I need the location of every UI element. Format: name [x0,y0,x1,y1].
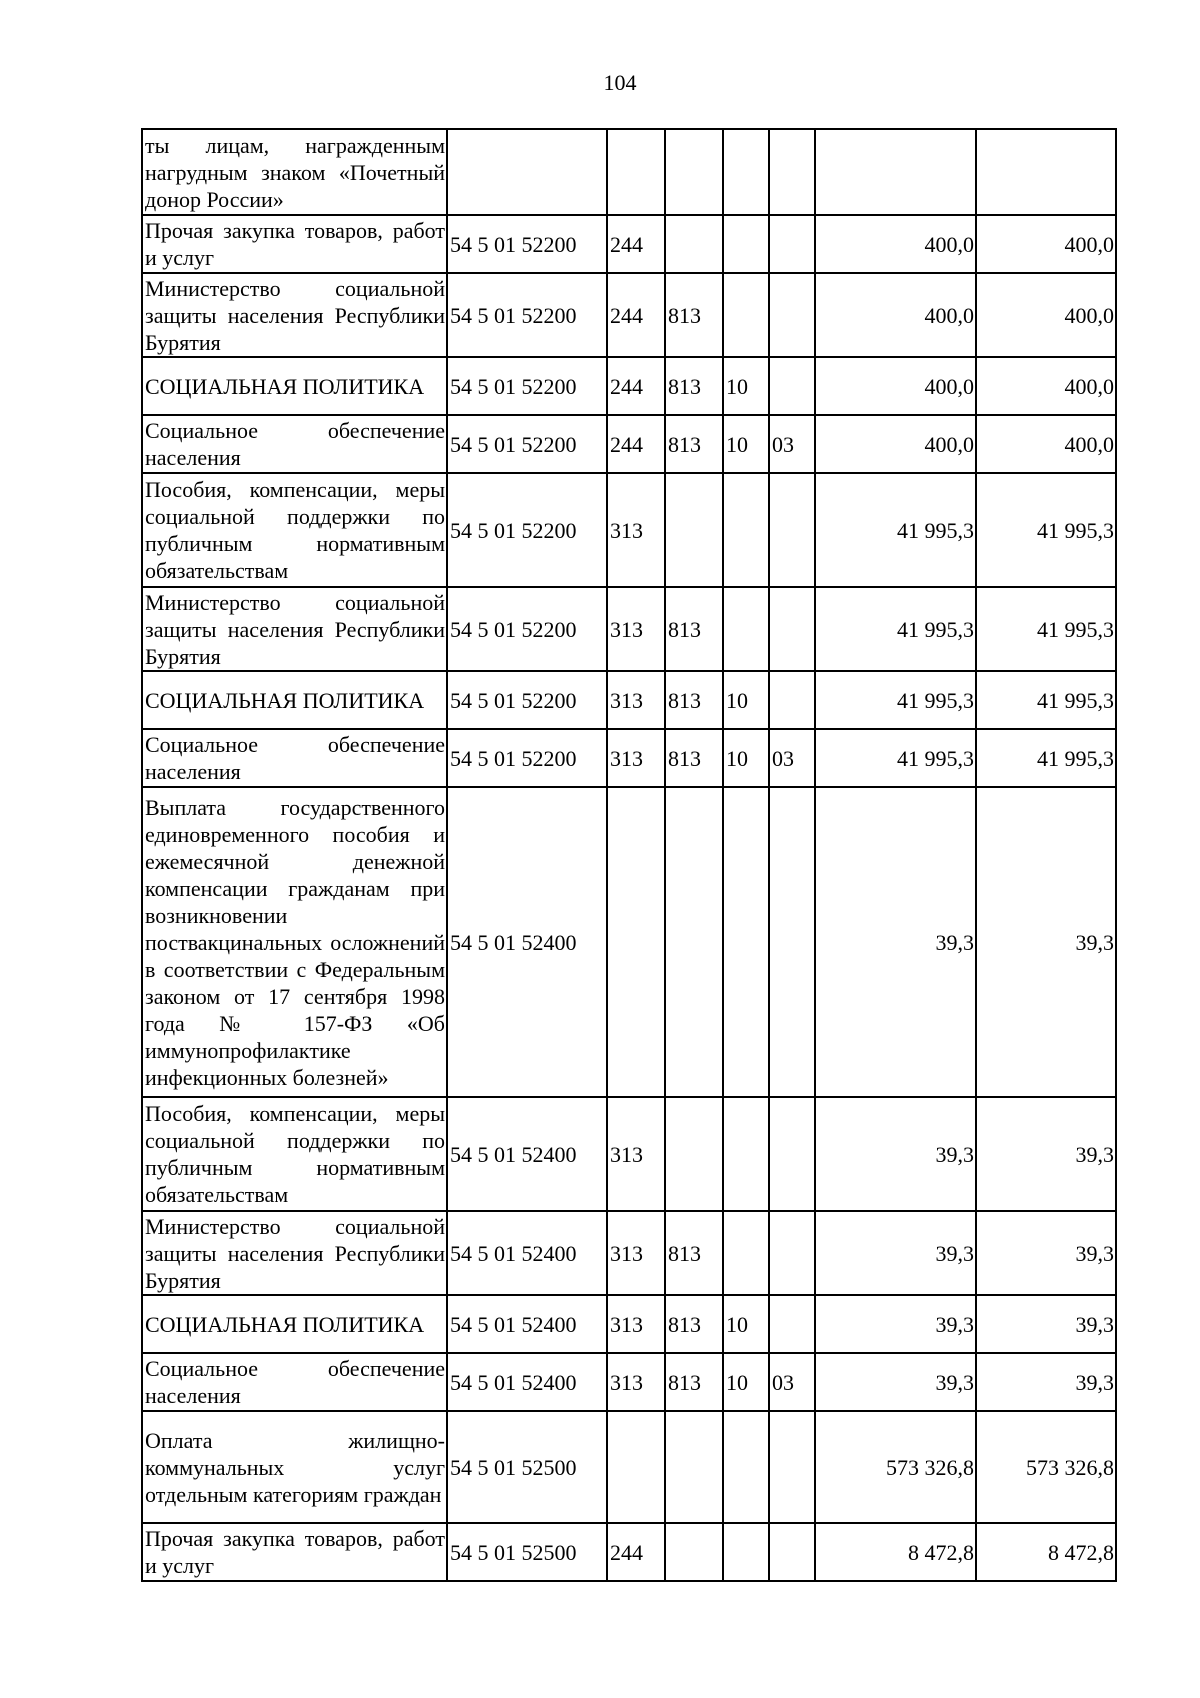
target-code: 54 5 01 52400 [447,1353,607,1411]
department-code: 813 [665,415,723,473]
row-name: Выплата государственного единовременного пособия и ежемесячной денежной компенсации гражданам при возникновении поствакцинальных осложнений в соответствии с Федеральным законом от 17 сентября 1998 года № 157-ФЗ «Об иммунопрофилактике инфекционных болезней» [142,787,447,1097]
department-code [665,1523,723,1581]
amount-year-1: 39,3 [815,1353,976,1411]
expense-type: 313 [607,473,665,587]
page-number: 104 [603,70,637,95]
expense-type: 244 [607,357,665,415]
row-name: СОЦИАЛЬНАЯ ПОЛИТИКА [142,357,447,415]
amount-year-2: 39,3 [976,1295,1116,1353]
expense-type [607,1411,665,1523]
department-code: 813 [665,1211,723,1295]
amount-year-2: 39,3 [976,787,1116,1097]
subsection-code [769,129,815,215]
row-name: СОЦИАЛЬНАЯ ПОЛИТИКА [142,671,447,729]
expense-type: 313 [607,671,665,729]
target-code: 54 5 01 52500 [447,1523,607,1581]
section-code: 10 [723,1295,769,1353]
section-code [723,1411,769,1523]
subsection-code [769,1295,815,1353]
amount-year-2: 39,3 [976,1097,1116,1211]
row-name: Социальное обеспечение населения [142,1353,447,1411]
amount-year-2: 400,0 [976,415,1116,473]
subsection-code [769,787,815,1097]
department-code [665,787,723,1097]
department-code [665,1411,723,1523]
table-row [142,473,1116,587]
section-code [723,1523,769,1581]
amount-year-2: 41 995,3 [976,671,1116,729]
section-code [723,473,769,587]
amount-year-1: 39,3 [815,787,976,1097]
amount-year-2: 573 326,8 [976,1411,1116,1523]
expense-type: 313 [607,587,665,671]
table-body [142,129,1116,1581]
amount-year-2: 400,0 [976,357,1116,415]
row-name: Социальное обеспечение населения [142,729,447,787]
expense-type: 244 [607,215,665,273]
row-name: Пособия, компенсации, меры социальной поддержки по публичным нормативным обязательствам [142,473,447,587]
target-code: 54 5 01 52200 [447,357,607,415]
department-code: 813 [665,1353,723,1411]
amount-year-2: 400,0 [976,215,1116,273]
target-code: 54 5 01 52200 [447,473,607,587]
section-code: 10 [723,357,769,415]
target-code: 54 5 01 52200 [447,671,607,729]
target-code: 54 5 01 52200 [447,587,607,671]
amount-year-2: 400,0 [976,273,1116,357]
section-code: 10 [723,729,769,787]
amount-year-1: 41 995,3 [815,671,976,729]
table-row [142,273,1116,357]
row-name: Министерство социальной защиты населения Республики Бурятия [142,587,447,671]
amount-year-2: 8 472,8 [976,1523,1116,1581]
budget-table [141,128,1117,1582]
amount-year-1 [815,129,976,215]
table-row [142,215,1116,273]
amount-year-2: 41 995,3 [976,729,1116,787]
subsection-code [769,1211,815,1295]
subsection-code [769,357,815,415]
department-code [665,215,723,273]
table-row [142,587,1116,671]
table-row [142,129,1116,215]
department-code [665,129,723,215]
subsection-code [769,215,815,273]
expense-type: 313 [607,1295,665,1353]
section-code [723,129,769,215]
target-code: 54 5 01 52200 [447,273,607,357]
expense-type: 313 [607,729,665,787]
department-code: 813 [665,273,723,357]
section-code: 10 [723,415,769,473]
amount-year-1: 39,3 [815,1295,976,1353]
target-code: 54 5 01 52500 [447,1411,607,1523]
expense-type: 313 [607,1353,665,1411]
table-row [142,1353,1116,1411]
subsection-code [769,587,815,671]
expense-type: 244 [607,273,665,357]
subsection-code [769,1097,815,1211]
table-row [142,415,1116,473]
amount-year-2 [976,129,1116,215]
amount-year-1: 400,0 [815,273,976,357]
target-code: 54 5 01 52200 [447,415,607,473]
target-code: 54 5 01 52400 [447,1295,607,1353]
section-code [723,587,769,671]
subsection-code [769,473,815,587]
amount-year-1: 400,0 [815,357,976,415]
section-code: 10 [723,1353,769,1411]
amount-year-2: 39,3 [976,1353,1116,1411]
amount-year-2: 41 995,3 [976,587,1116,671]
table-row [142,1523,1116,1581]
section-code: 10 [723,671,769,729]
table-row [142,1097,1116,1211]
row-name: Министерство социальной защиты населения Республики Бурятия [142,1211,447,1295]
department-code: 813 [665,357,723,415]
table-row [142,357,1116,415]
expense-type [607,129,665,215]
expense-type: 313 [607,1211,665,1295]
department-code: 813 [665,1295,723,1353]
section-code [723,1211,769,1295]
subsection-code: 03 [769,1353,815,1411]
department-code [665,1097,723,1211]
section-code [723,1097,769,1211]
subsection-code [769,1411,815,1523]
amount-year-1: 41 995,3 [815,473,976,587]
target-code: 54 5 01 52400 [447,1211,607,1295]
row-name: Социальное обеспечение населения [142,415,447,473]
target-code: 54 5 01 52400 [447,1097,607,1211]
row-name: Прочая закупка товаров, работ и услуг [142,1523,447,1581]
amount-year-1: 573 326,8 [815,1411,976,1523]
target-code: 54 5 01 52400 [447,787,607,1097]
table-row [142,1411,1116,1523]
subsection-code: 03 [769,729,815,787]
table-row [142,1211,1116,1295]
amount-year-2: 41 995,3 [976,473,1116,587]
expense-type: 244 [607,415,665,473]
amount-year-1: 39,3 [815,1097,976,1211]
row-name: Министерство социальной защиты населения Республики Бурятия [142,273,447,357]
amount-year-1: 400,0 [815,215,976,273]
subsection-code [769,671,815,729]
table-row [142,729,1116,787]
expense-type: 244 [607,1523,665,1581]
expense-type [607,787,665,1097]
table-row [142,1295,1116,1353]
amount-year-1: 41 995,3 [815,587,976,671]
subsection-code [769,1523,815,1581]
amount-year-1: 400,0 [815,415,976,473]
section-code [723,215,769,273]
row-name: СОЦИАЛЬНАЯ ПОЛИТИКА [142,1295,447,1353]
amount-year-1: 39,3 [815,1211,976,1295]
subsection-code [769,273,815,357]
amount-year-1: 8 472,8 [815,1523,976,1581]
target-code: 54 5 01 52200 [447,215,607,273]
row-name: Оплата жилищно-коммунальных услуг отдельным категориям граждан [142,1411,447,1523]
department-code: 813 [665,671,723,729]
amount-year-2: 39,3 [976,1211,1116,1295]
table-row [142,787,1116,1097]
expense-type: 313 [607,1097,665,1211]
target-code: 54 5 01 52200 [447,729,607,787]
row-name: Пособия, компенсации, меры социальной поддержки по публичным нормативным обязательствам [142,1097,447,1211]
department-code [665,473,723,587]
row-name: Прочая закупка товаров, работ и услуг [142,215,447,273]
section-code [723,787,769,1097]
section-code [723,273,769,357]
department-code: 813 [665,729,723,787]
target-code [447,129,607,215]
row-name: ты лицам, награжденным нагрудным знаком «Почетный донор России» [142,129,447,215]
table-row [142,671,1116,729]
department-code: 813 [665,587,723,671]
amount-year-1: 41 995,3 [815,729,976,787]
subsection-code: 03 [769,415,815,473]
